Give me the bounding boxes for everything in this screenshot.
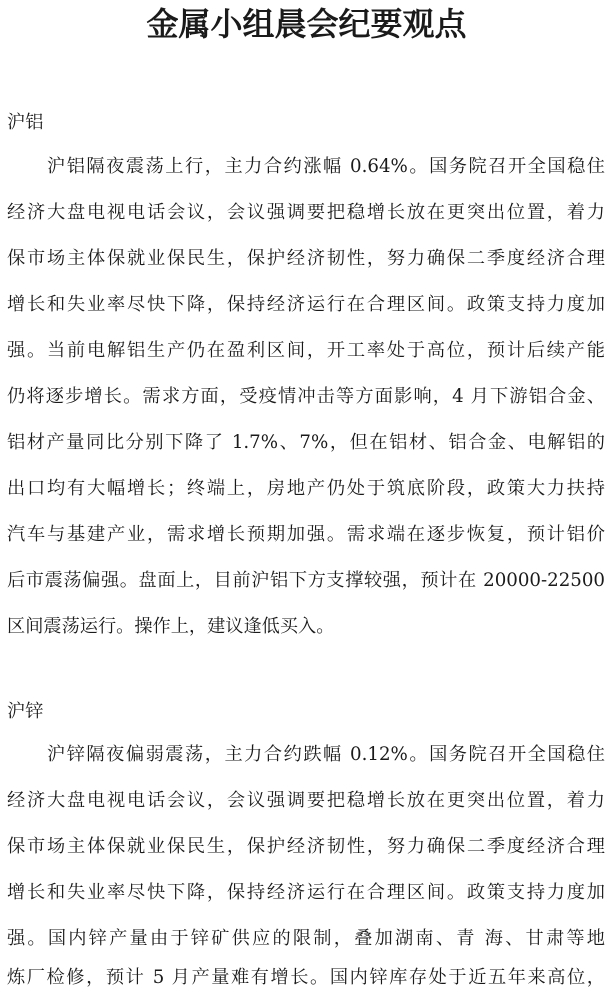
paragraph-line: 炼厂检修，预计 5 月产量难有增长。国内锌库存处于近五年来高位，: [7, 967, 605, 988]
paragraph-line: 区间震荡运行。操作上，建议逢低买入。: [7, 616, 335, 637]
paragraph-line: 汽车与基建产业，需求增长预期加强。需求端在逐步恢复，预计铝价: [7, 524, 605, 545]
paragraph-line: 增长和失业率尽快下降，保持经济运行在合理区间。政策支持力度加: [7, 882, 605, 903]
paragraph-line: 沪铝隔夜震荡上行，主力合约涨幅 0.64%。国务院召开全国稳住: [47, 156, 605, 177]
paragraph-line: 经济大盘电视电话会议，会议强调要把稳增长放在更突出位置，着力: [7, 790, 605, 811]
paragraph-line: 保市场主体保就业保民生，保护经济韧性，努力确保二季度经济合理: [7, 836, 605, 857]
paragraph-line: 经济大盘电视电话会议，会议强调要把稳增长放在更突出位置，着力: [7, 202, 605, 223]
paragraph-line: 增长和失业率尽快下降，保持经济运行在合理区间。政策支持力度加: [7, 294, 605, 315]
paragraph-line: 强。国内锌产量由于锌矿供应的限制，叠加湖南、青 海、甘肃等地: [7, 928, 605, 949]
paragraph-line: 仍将逐步增长。需求方面，受疫情冲击等方面影响，4 月下游铝合金、: [7, 386, 605, 407]
section-heading-zinc: 沪锌: [7, 701, 44, 722]
paragraph-line: 沪锌隔夜偏弱震荡，主力合约跌幅 0.12%。国务院召开全国稳住: [47, 744, 605, 765]
paragraph-line: 出口均有大幅增长；终端上，房地产仍处于筑底阶段，政策大力扶持: [7, 478, 605, 499]
paragraph-line: 强。当前电解铝生产仍在盈利区间，开工率处于高位，预计后续产能: [7, 340, 605, 361]
section-heading-aluminum: 沪铝: [7, 112, 44, 133]
document-title: 金属小组晨会纪要观点: [146, 5, 467, 43]
paragraph-line: 保市场主体保就业保民生，保护经济韧性，努力确保二季度经济合理: [7, 248, 605, 269]
paragraph-line: 后市震荡偏强。盘面上，目前沪铝下方支撑较强，预计在 20000-22500: [7, 570, 605, 591]
paragraph-line: 铝材产量同比分别下降了 1.7%、7%，但在铝材、铝合金、电解铝的: [7, 432, 605, 453]
